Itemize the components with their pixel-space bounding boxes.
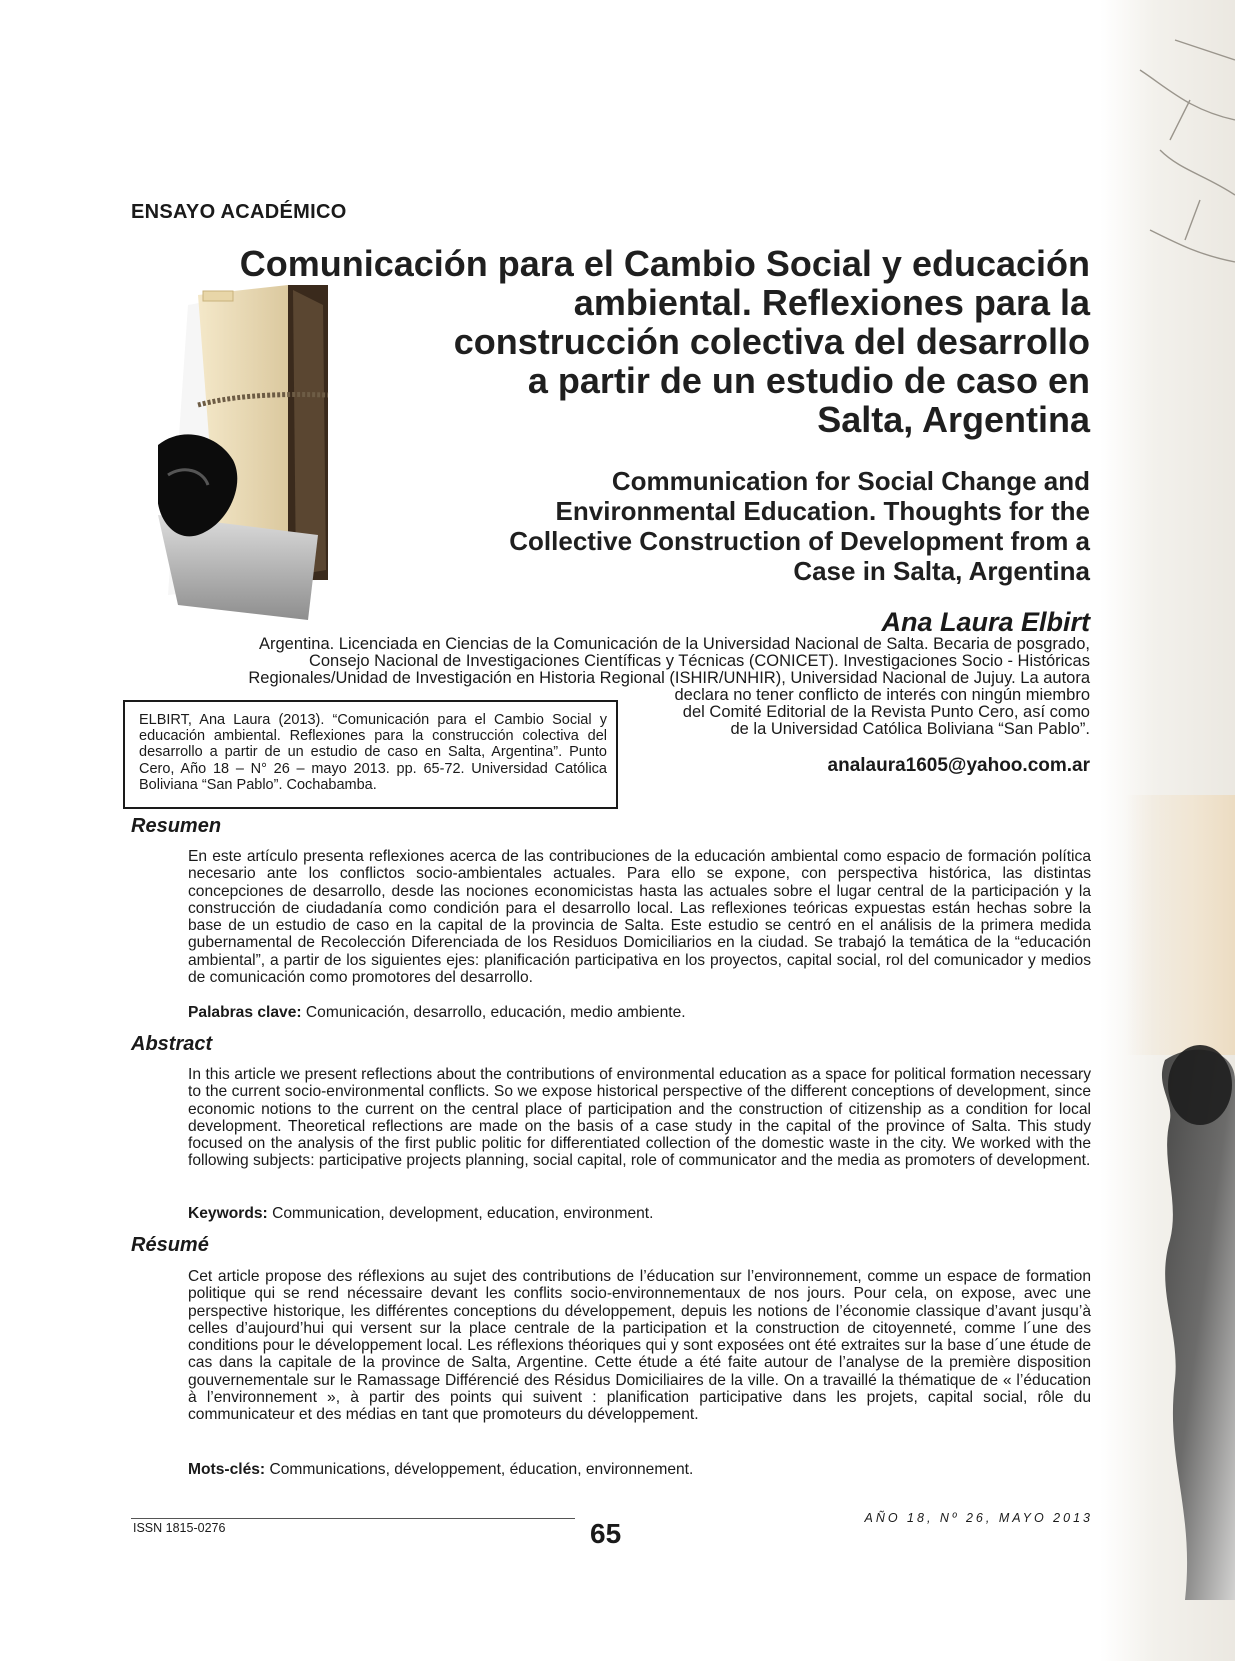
title-en-line: Environmental Education. Thoughts for the <box>555 496 1090 526</box>
title-es-line: Comunicación para el Cambio Social y educación <box>239 243 1090 284</box>
issue-date: AÑO 18, Nº 26, MAYO 2013 <box>864 1511 1093 1525</box>
keywords-value: Comunicación, desarrollo, educación, medio ambiente. <box>305 1004 686 1021</box>
affiliation-line: Regionales/Unidad de Investigación en Historia Regional (ISHIR/UNHIR), Universidad Nacional de Jujuy. La autora <box>248 669 1090 687</box>
title-es-line: ambiental. Reflexiones para la <box>573 282 1090 323</box>
title-es-line: a partir de un estudio de caso en <box>527 360 1090 401</box>
title-es-line: Salta, Argentina <box>817 399 1090 440</box>
resumen-keywords <box>188 1004 1091 1022</box>
title-spanish <box>160 244 1090 439</box>
title-en-line: Collective Construction of Development from a <box>509 526 1090 556</box>
affiliation-line: del Comité Editorial de la Revista Punto Cero, así como <box>682 703 1090 721</box>
title-en-line: Case in Salta, Argentina <box>793 556 1090 586</box>
keywords-value: Communications, développement, éducation, environnement. <box>269 1461 694 1478</box>
resume-heading: Résumé <box>131 1234 209 1256</box>
page-number: 65 <box>590 1518 622 1549</box>
affiliation-line: Consejo Nacional de Investigaciones Científicas y Técnicas (CONICET). Investigaciones Socio - Históricas <box>308 652 1090 670</box>
decorative-side-strip <box>1100 0 1235 1661</box>
section-label: ENSAYO ACADÉMICO <box>131 201 347 223</box>
issn: ISSN 1815-0276 <box>133 1521 226 1535</box>
affiliation-line: Argentina. Licenciada en Ciencias de la Comunicación de la Universidad Nacional de Salta. Becaria de posgrado, <box>258 635 1090 653</box>
abstract-keywords <box>188 1205 1091 1223</box>
affiliation-line: declara no tener conflicto de interés con ningún miembro <box>674 686 1090 704</box>
author-email[interactable]: analaura1605@yahoo.com.ar <box>827 755 1090 776</box>
resume-keywords <box>188 1461 1091 1479</box>
abstract-heading: Abstract <box>131 1033 213 1055</box>
branch-illustration <box>1100 0 1235 320</box>
title-es-line: construcción colectiva del desarrollo <box>453 321 1090 362</box>
figure-illustration <box>1125 1040 1235 1600</box>
abstract-body: In this article we present reflections about the contributions of environmental education as a space for political formation necessary to the current socio-environmental conflicts. So we expose historical perspective of the different conceptions of development, since economic notions to the current on the central place of participation and the construction of citizenship as a condition for local development. Theoretical reflections are made on the basis of a case study in the capital of the province of Salta. This study focused on the analysis of the first public politic for differentiated collection of the domestic waste in the city. We worked with the following subjects: participative projects planning, social capital, role of communicator and the media as promoters of development. <box>188 1066 1091 1170</box>
keywords-label: Keywords: <box>188 1205 268 1222</box>
keywords-label: Mots-clés: <box>188 1461 266 1478</box>
decorative-band <box>1125 795 1235 1055</box>
author-name: Ana Laura Elbirt <box>881 607 1090 637</box>
resumen-body: En este artículo presenta reflexiones acerca de las contribuciones de la educación ambiental como espacio de formación política necesario ante los conflictos socio-ambientales actuales. Para ello se expone, con perspectiva histórica, las distintas concepciones de desarrollo, desde las nociones economicistas hasta las actuales sobre el lugar central de la participación y la construcción de ciudadanía como condición para el desarrollo local. Las reflexiones teóricas expuestas están hechas sobre la base de un estudio de caso en la capital de la provincia de Salta. Este estudio se centró en el análisis de la primera medida gubernamental de Recolección Diferenciada de los Residuos Domiciliarios en la ciudad. Se trabajó la temática de la “educación ambiental”, a partir de los siguientes ejes: planificación participativa en los proyectos, capital social, rol del comunicador y medios de comunicación como promotores del desarrollo. <box>188 848 1091 987</box>
resume-body: Cet article propose des réflexions au sujet des contributions de l’éducation sur l’environnement, comme un espace de formation politique qui se rend nécessaire devant les conflits socio-environnementaux de nos jours. Pour cela, on expose, avec une perspective historique, les différentes conceptions du développement, depuis les notions de l’économie classique d’avant jusqu’à celles d’aujourd’hui qui versent sur la place centrale de la participation et la construction de citoyenneté, comme l´une des conditions pour le développement local. Les réflexions théoriques qui y sont exposées ont été extraites sur la base d´une étude de cas dans la capitale de la province de Salta, Argentine. Cette étude a été faite autour de l’analyse de la première disposition gouvernementale sur le Ramassage Différencié des Résidus Domiciliaires de la ville. On a travaillé la thématique de « l’éducation à l’environnement », à partir des points qui suivent : planification participative dans les projets, capital social, rôle du communicateur et des médias en tant que promoteurs du développement. <box>188 1268 1091 1424</box>
keywords-value: Communication, development, education, environment. <box>272 1205 654 1222</box>
title-english <box>420 466 1090 586</box>
footer-rule <box>131 1518 575 1519</box>
title-en-line: Communication for Social Change and <box>611 466 1090 496</box>
affiliation-line: de la Universidad Católica Boliviana “San Pablo”. <box>730 720 1090 738</box>
resumen-heading: Resumen <box>131 815 222 837</box>
keywords-label: Palabras clave: <box>188 1004 302 1021</box>
citation-box: ELBIRT, Ana Laura (2013). “Comunicación para el Cambio Social y educación ambiental. Reflexiones para la construcción colectiva del desarrollo a partir de un estudio de caso en Salta, Argentina”. Punto Cero, Año 18 – N° 26 – mayo 2013. pp. 65-72. Universidad Católica Boliviana “San Pablo”. Cochabamba. <box>123 700 618 809</box>
